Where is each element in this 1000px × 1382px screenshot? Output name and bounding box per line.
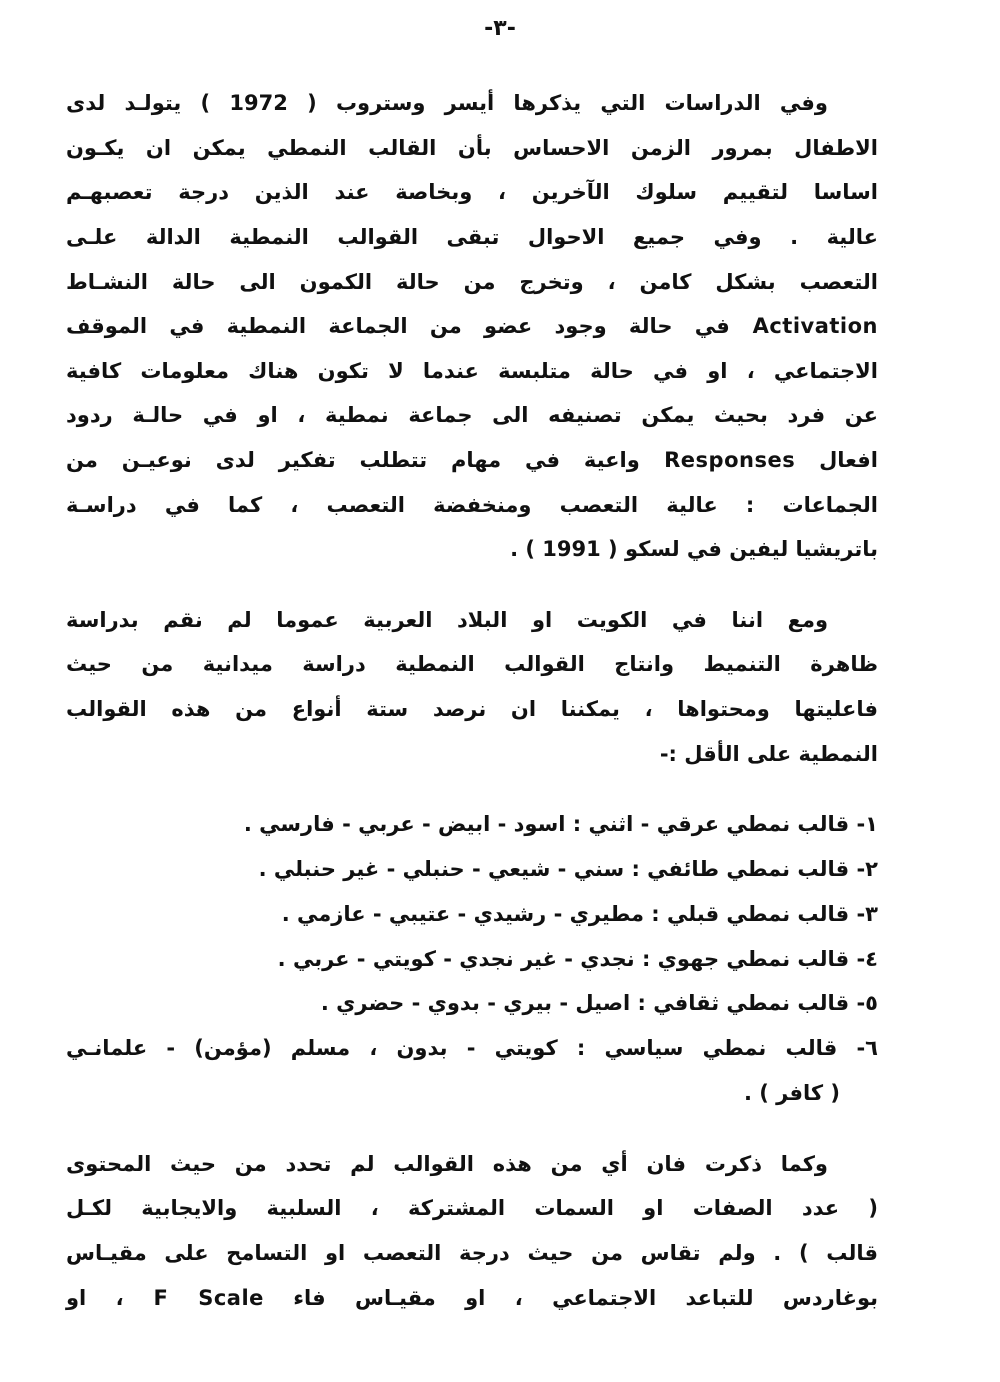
paragraph-1-line-3: اساسا لتقييم سلوك الآخرين ، وبخاصة عند الذين درجة تعصبهـم bbox=[66, 180, 878, 204]
list-item-4: ٤- قالب نمطي جهوي : نجدي - غير نجدي - كويتي - عربي . bbox=[277, 947, 878, 971]
list-item-2: ٢- قالب نمطي طائفي : سني - شيعي - حنبلي - غير حنبلي . bbox=[258, 857, 878, 881]
paragraph-1-line-11: باتريشيا ليفين في لسكو ( 1991 ) . bbox=[510, 537, 878, 561]
paragraph-3-line-4: بوغاردس للتباعد الاجتماعي ، او مقيـاس فاء F Scale ، او bbox=[66, 1286, 878, 1310]
paragraph-1-line-10: الجماعات : عالية التعصب ومنخفضة التعصب ، كما في دراسـة bbox=[66, 493, 878, 517]
list-item-6: ٦- قالب نمطي سياسي : كويتي - بدون ، مسلم (مؤمن) - علمانـي bbox=[66, 1036, 878, 1060]
list-item-5: ٥- قالب نمطي ثقافي : اصيل - بيري - بدوي - حضري . bbox=[320, 991, 878, 1015]
list-item-3: ٣- قالب نمطي قبلي : مطيري - رشيدي - عتيبي - عازمي . bbox=[281, 902, 878, 926]
paragraph-2-line-2: ظاهرة التنميط وانتاج القوالب النمطية دراسة ميدانية من حيث bbox=[66, 652, 878, 676]
paragraph-3-line-2: ( عدد الصفات او السمات المشتركة ، السلبية والايجابية لكـل bbox=[66, 1196, 878, 1220]
paragraph-2-line-4: النمطية على الأقل :- bbox=[659, 742, 878, 766]
paragraph-1-line-2: الاطفال بمرور الزمن الاحساس بأن القالب النمطي يمكن ان يكـون bbox=[66, 136, 878, 160]
list-item-1: ١- قالب نمطي عرقي - اثني : اسود - ابيض - عربي - فارسي . bbox=[243, 812, 878, 836]
paragraph-3-line-3: قالب ) . ولم تقاس من حيث درجة التعصب او التسامح على مقيـاس bbox=[66, 1241, 878, 1265]
paragraph-1-line-7: الاجتماعي ، او في حالة متلبسة عندما لا تكون هناك معلومات كافية bbox=[66, 359, 878, 383]
list-item-6-continuation: ( كافر ) . bbox=[743, 1081, 840, 1105]
paragraph-1-line-1: وفي الدراسات التي يذكرها أيسر وستروب ( 1972 ) يتولـد لدى bbox=[66, 91, 828, 115]
paragraph-1-line-5: التعصب بشكل كامن ، وتخرج من حالة الكمون الى حالة النشـاط bbox=[66, 270, 878, 294]
paragraph-1-line-6: Activation في حالة وجود عضو من الجماعة النمطية في الموقف bbox=[66, 314, 878, 338]
paragraph-1-line-9: افعال Responses واعية في مهام تتطلب تفكير لدى نوعيـن من bbox=[66, 448, 878, 472]
paragraph-3-line-1: وكما ذكرت فان أي من هذه القوالب لم تحدد من حيث المحتوى bbox=[66, 1152, 828, 1176]
paragraph-2-line-1: ومع اننا في الكويت او البلاد العربية عموما لم نقم بدراسة bbox=[66, 608, 828, 632]
paragraph-1-line-8: عن فرد بحيث يمكن تصنيفه الى جماعة نمطية ، او في حالـة ردود bbox=[66, 403, 878, 427]
page-number: -٣- bbox=[484, 16, 516, 41]
paragraph-1-line-4: عالية . وفي جميع الاحوال تبقى القوالب النمطية الدالة علـى bbox=[66, 225, 878, 249]
paragraph-2-line-3: فاعليتها ومحتواها ، يمكننا ان نرصد ستة أنواع من هذه القوالب bbox=[66, 697, 878, 721]
